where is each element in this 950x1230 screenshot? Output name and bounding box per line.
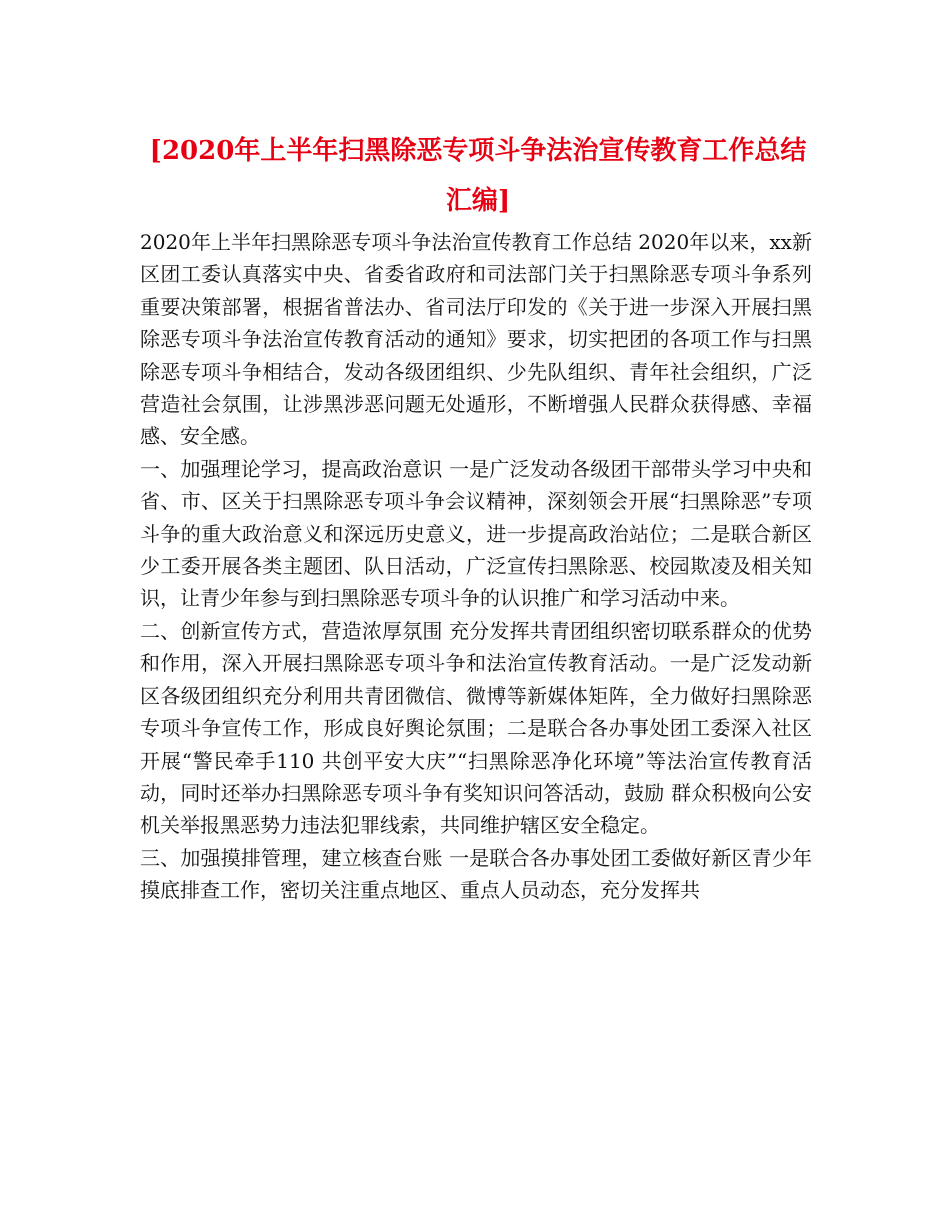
document-body	[140, 226, 812, 907]
document-title: [2020年上半年扫黑除恶专项斗争法治宣传教育工作总结汇编]	[149, 136, 807, 216]
paragraph-section-1: 一、加强理论学习，提高政治意识 一是广泛发动各级团干部带头学习中央和省、市、区关于扫黑除恶专项斗争会议精神，深刻领会开展“扫黑除恶”专项斗争的重大政治意义和深远历史意义，进一步提高政治站位；二是联合新区少工委开展各类主题团、队日活动，广泛宣传扫黑除恶、校园欺凌及相关知识，让青少年参与到扫黑除恶专项斗争的认识推广和学习活动中来。	[140, 456, 812, 611]
paragraph-section-2: 二、创新宣传方式，营造浓厚氛围 充分发挥共青团组织密切联系群众的优势和作用，深入开展扫黑除恶专项斗争和法治宣传教育活动。一是广泛发动新区各级团组织充分利用共青团微信、微博等新媒体矩阵，全力做好扫黑除恶专项斗争宣传工作，形成良好舆论氛围；二是联合各办事处团工委深入社区开展“警民牵手110 共创平安大庆”“扫黑除恶净化环境”等法治宣传教育活动，同时还举办扫黑除恶专项斗争有奖知识问答活动，鼓励 群众积极向公安机关举报黑恶势力违法犯罪线索，共同维护辖区安全稳定。	[140, 618, 812, 838]
paragraph-section-3: 三、加强摸排管理，建立核查台账 一是联合各办事处团工委做好新区青少年摸底排查工作，密切关注重点地区、重点人员动态，充分发挥共	[140, 845, 812, 903]
paragraph-intro: 2020年上半年扫黑除恶专项斗争法治宣传教育工作总结 2020年以来，xx新区团工委认真落实中央、省委省政府和司法部门关于扫黑除恶专项斗争系列重要决策部署，根据省普法办、省司法厅印发的《关于进一步深入开展扫黑除恶专项斗争法治宣传教育活动的通知》要求，切实把团的各项工作与扫黑除恶专项斗争相结合，发动各级团组织、少先队组织、青年社会组织，广泛营造社会氛围，让涉黑涉恶问题无处遁形，不断增强人民群众获得感、幸福感、安全感。	[140, 230, 812, 449]
